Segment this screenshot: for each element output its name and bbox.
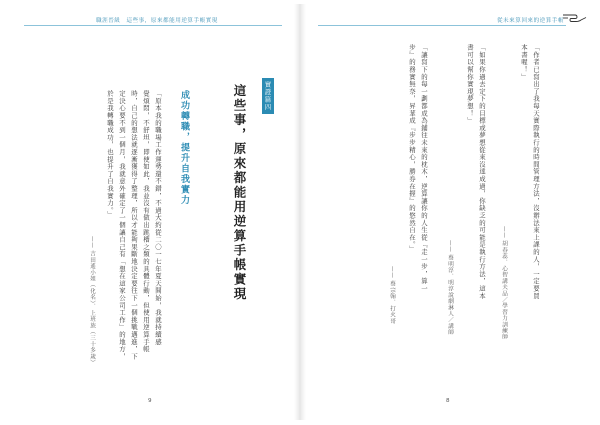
chapter-label-badge: 實證篇四 <box>262 78 274 114</box>
left-page <box>6 4 300 420</box>
body-line: 「原本我的職場工作運勢還不錯，不過大約從二〇一七年夏天開始，我就持續感 <box>154 90 162 346</box>
right-running-header: 從未來算回來的逆算手帳 <box>496 18 564 24</box>
quote-line: 書可以幫你實現夢想！」 <box>466 44 474 125</box>
quote-attribution: —— 蔡明淳．明淳說劇淋人／講師 <box>447 240 453 336</box>
quote-line: 步』的務實無奈，昇華成『步步精心，勝券在握』的悠然自在。」 <box>408 44 416 253</box>
left-page-number: 9 <box>148 398 152 404</box>
quote-line: 「作者已寫出了我每天實際執行的時間管理方法，沒辦法來上課的人，一定要買 <box>532 44 540 300</box>
quote-attribution: —— 胡春蕊．心智講夫品／學習力訓練師 <box>501 226 507 340</box>
body-line: 於是我轉職成功，也提升了自我實力。」 <box>106 90 114 219</box>
chapter-title: 這些事，原來都能用逆算手帳實現 <box>232 84 247 302</box>
section-title: 成功轉職，提升自我實力 <box>179 90 189 206</box>
quote-line: 「讓寫下的每一劃都成為鋪往未來的枕木，逆算讓你的人生從『走一步，算一 <box>420 44 428 293</box>
right-header-rule <box>318 25 566 26</box>
body-line: 時，自己的想法就逐漸獲得了整理，所以才能夠果斷地決定要往下一個挑戰邁進，下 <box>130 90 138 361</box>
left-attribution: —— 吉田遙小姐（化名）．上班族（三十多歲） <box>89 236 95 366</box>
left-header-rule <box>24 25 282 26</box>
left-running-header: 職涯晉級 這些事，原來都能用逆算手帳實現 <box>96 18 218 24</box>
hand-pointing-icon <box>562 10 588 24</box>
book-spread <box>6 4 594 420</box>
right-page <box>300 4 594 420</box>
body-line: 定決心要不到一個月，我就意外確定了一個讓自己有「想在這家公司工作」的地方， <box>118 90 126 361</box>
quote-attribution: —— 蔡宗翰．打火哥 <box>389 266 395 325</box>
quote-line: 本書喔！」 <box>520 44 528 81</box>
right-page-number: 8 <box>446 398 450 404</box>
quote-line: 「如果你過去定下的目標或夢想從來沒達成過，你缺乏的可能是執行方法，這本 <box>478 44 486 300</box>
body-line: 覺煩悶，不舒坦，即使如此，我並沒有做出跳槽之類的具體行動，但使用逆算手帳 <box>142 90 150 353</box>
